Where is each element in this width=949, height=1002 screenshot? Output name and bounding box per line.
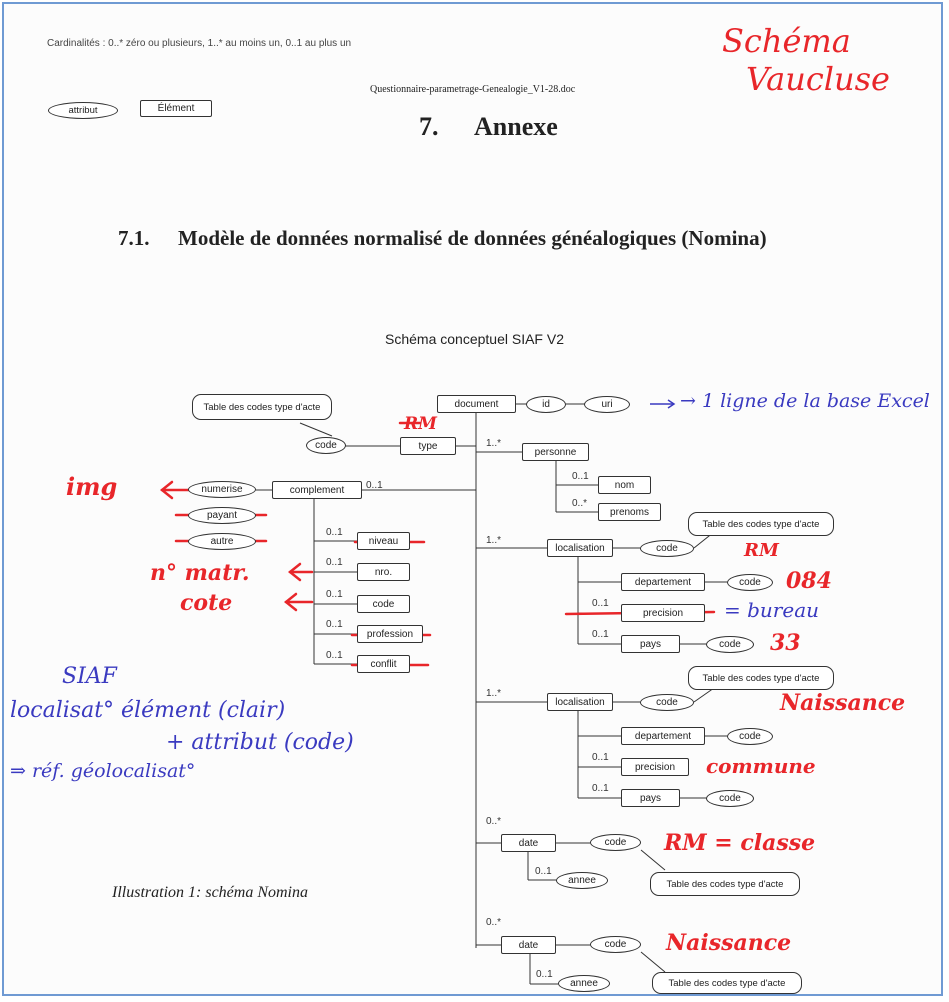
diagram-title: Schéma conceptuel SIAF V2 (385, 331, 564, 347)
figure-caption: Illustration 1: schéma Nomina (112, 884, 308, 901)
node-precision-2: precision (621, 758, 689, 776)
annotation-084: 084 (786, 568, 832, 594)
annotation-vaucluse: Vaucluse (746, 60, 890, 98)
cardinalities-legend: Cardinalités : 0..* zéro ou plusieurs, 1..* au moins un, 0..1 au plus un (47, 38, 352, 49)
node-nro: nro. (357, 563, 410, 581)
annotation-bureau: = bureau (724, 598, 819, 622)
node-annee-2: annee (558, 975, 610, 992)
card-conflit: 0..1 (326, 650, 343, 661)
bubble-table-type-acte-3: Table des codes type d'acte (688, 666, 834, 690)
card-nom: 0..1 (572, 471, 589, 482)
node-complement: complement (272, 481, 362, 499)
node-pays-1: pays (621, 635, 680, 653)
subsection-number: 7.1. (118, 226, 150, 250)
node-localisation-1: localisation (547, 539, 613, 557)
node-id: id (526, 396, 566, 413)
card-complement: 0..1 (366, 480, 383, 491)
node-nom: nom (598, 476, 651, 494)
node-profession: profession (357, 625, 423, 643)
annotation-naissance-2: Naissance (666, 930, 792, 956)
section-title: Annexe (474, 112, 558, 141)
card-profession: 0..1 (326, 619, 343, 630)
node-complement-code: code (357, 595, 410, 613)
node-localisation-2-code: code (640, 694, 694, 711)
annotation-rm-type: RM (404, 414, 437, 434)
bubble-table-type-acte-5: Table des codes type d'acte (652, 972, 802, 994)
node-date-1-code: code (590, 834, 641, 851)
card-code: 0..1 (326, 589, 343, 600)
annotation-img: img (66, 472, 118, 501)
annotation-cote: cote (180, 590, 233, 616)
annotation-schema: Schéma (722, 22, 851, 60)
node-prenoms: prenoms (598, 503, 661, 521)
card-annee-2: 0..1 (536, 969, 553, 980)
node-uri: uri (584, 396, 630, 413)
node-conflit: conflit (357, 655, 410, 673)
node-precision-1: precision (621, 604, 705, 622)
node-document: document (437, 395, 516, 413)
subsection-title: Modèle de données normalisé de données généalogiques (Nomina) (178, 226, 767, 250)
annotation-commune: commune (706, 754, 816, 778)
node-departement-2-code: code (727, 728, 773, 745)
card-localisation-1: 1..* (486, 535, 502, 546)
node-localisation-2: localisation (547, 693, 613, 711)
bubble-table-type-acte-2: Table des codes type d'acte (688, 512, 834, 536)
card-precision-2: 0..1 (592, 752, 609, 763)
card-prenoms: 0..* (572, 498, 588, 509)
node-departement-1: departement (621, 573, 705, 591)
node-localisation-1-code: code (640, 540, 694, 557)
node-date-2: date (501, 936, 556, 954)
card-annee-1: 0..1 (535, 866, 552, 877)
annotation-rm-classe: RM = classe (664, 830, 816, 856)
annotation-siaf-localisation: localisat° élément (clair) (10, 698, 286, 723)
card-pays-1: 0..1 (592, 629, 609, 640)
annotation-naissance-1: Naissance (780, 690, 906, 716)
node-numerise: numerise (188, 481, 256, 498)
card-localisation-2: 1..* (486, 688, 502, 699)
annotation-n-matr: n° matr. (150, 560, 250, 586)
node-payant: payant (188, 507, 256, 524)
card-date-2: 0..* (486, 917, 502, 928)
bubble-table-type-acte-4: Table des codes type d'acte (650, 872, 800, 896)
node-autre: autre (188, 533, 256, 550)
legend-attribut-oval: attribut (48, 102, 118, 119)
annotation-uri-note: → 1 ligne de la base Excel (680, 390, 930, 412)
node-type: type (400, 437, 456, 455)
node-type-code: code (306, 437, 346, 454)
node-pays-2: pays (621, 789, 680, 807)
card-date-1: 0..* (486, 816, 502, 827)
annotation-siaf: SIAF (62, 664, 117, 689)
annotation-siaf-attribut: + attribut (code) (166, 730, 354, 755)
card-personne: 1..* (486, 438, 502, 449)
node-annee-1: annee (556, 872, 608, 889)
node-pays-2-code: code (706, 790, 754, 807)
annotation-siaf-geoloc: ⇒ réf. géolocalisat° (10, 760, 196, 782)
legend-element-box: Élément (140, 100, 212, 117)
node-departement-1-code: code (727, 574, 773, 591)
card-precision-1: 0..1 (592, 598, 609, 609)
node-niveau: niveau (357, 532, 410, 550)
node-date-1: date (501, 834, 556, 852)
node-departement-2: departement (621, 727, 705, 745)
node-personne: personne (522, 443, 589, 461)
card-niveau: 0..1 (326, 527, 343, 538)
document-filename: Questionnaire-parametrage-Genealogie_V1-28.doc (370, 84, 576, 95)
annotation-33: 33 (770, 630, 801, 656)
bubble-table-type-acte-1: Table des codes type d'acte (192, 394, 332, 420)
node-pays-1-code: code (706, 636, 754, 653)
node-date-2-code: code (590, 936, 641, 953)
card-pays-2: 0..1 (592, 783, 609, 794)
card-nro: 0..1 (326, 557, 343, 568)
section-number: 7. (419, 112, 439, 141)
annotation-rm-localisation: RM (744, 540, 779, 561)
